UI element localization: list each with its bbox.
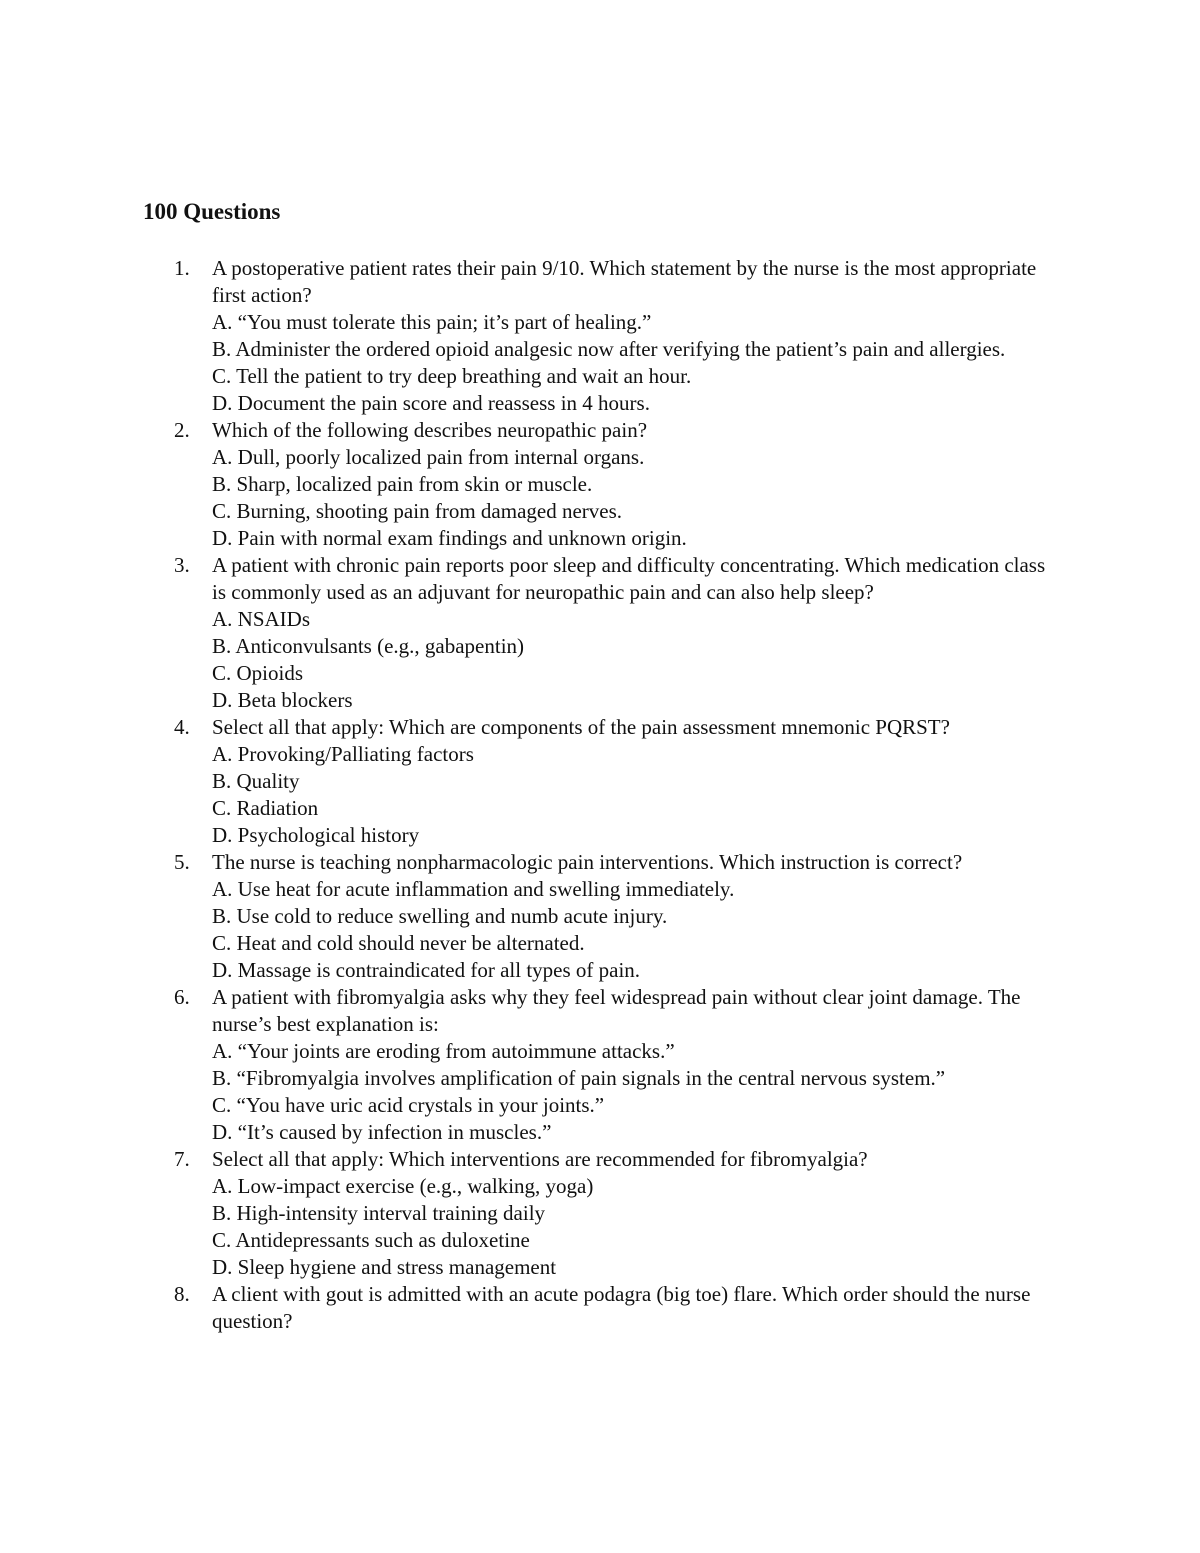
answer-option-d: D. Sleep hygiene and stress management: [212, 1255, 557, 1279]
question-item-5: [0, 849, 1200, 984]
question-text: Which of the following describes neuropathic pain?: [212, 418, 648, 442]
answer-option-b: B. Quality: [212, 769, 300, 793]
question-number: 4.: [174, 715, 190, 739]
answer-option-d: D. “It’s caused by infection in muscles.”: [212, 1120, 552, 1144]
question-number: 7.: [174, 1147, 190, 1171]
answer-option-a: A. Use heat for acute inflammation and swelling immediately.: [212, 877, 735, 901]
answer-option-b: B. Administer the ordered opioid analgesic now after verifying the patient’s pain and allergies.: [212, 337, 1006, 361]
question-text: A patient with fibromyalgia asks why they feel widespread pain without clear joint damage. The nurse’s best explanation is:: [212, 985, 1021, 1036]
answer-option-a: A. Provoking/Palliating factors: [212, 742, 474, 766]
question-item-8: [0, 1281, 1200, 1335]
question-list: [0, 255, 1200, 1335]
question-item-7: [0, 1146, 1200, 1281]
question-item-6: [0, 984, 1200, 1146]
question-text: Select all that apply: Which interventions are recommended for fibromyalgia?: [212, 1147, 868, 1171]
answer-option-d: D. Psychological history: [212, 823, 420, 847]
answer-option-b: B. Sharp, localized pain from skin or muscle.: [212, 472, 593, 496]
question-item-4: [0, 714, 1200, 849]
answer-option-b: B. High-intensity interval training daily: [212, 1201, 546, 1225]
question-number: 3.: [174, 553, 190, 577]
question-text: A client with gout is admitted with an acute podagra (big toe) flare. Which order should the nurse question?: [212, 1282, 1031, 1333]
answer-option-c: C. Radiation: [212, 796, 319, 820]
answer-option-c: C. Opioids: [212, 661, 304, 685]
answer-option-d: D. Beta blockers: [212, 688, 353, 712]
answer-option-c: C. “You have uric acid crystals in your joints.”: [212, 1093, 605, 1117]
answer-option-b: B. “Fibromyalgia involves amplification of pain signals in the central nervous system.”: [212, 1066, 946, 1090]
answer-option-a: A. NSAIDs: [212, 607, 311, 631]
answer-option-a: A. Low-impact exercise (e.g., walking, yoga): [212, 1174, 594, 1198]
question-text: A patient with chronic pain reports poor sleep and difficulty concentrating. Which medication class is commonly used as an adjuvant for neuropathic pain and can also help sleep?: [212, 553, 1046, 604]
question-number: 2.: [174, 418, 190, 442]
answer-option-a: A. “Your joints are eroding from autoimmune attacks.”: [212, 1039, 675, 1063]
answer-option-c: C. Antidepressants such as duloxetine: [212, 1228, 530, 1252]
answer-option-b: B. Anticonvulsants (e.g., gabapentin): [212, 634, 525, 658]
answer-option-d: D. Document the pain score and reassess in 4 hours.: [212, 391, 650, 415]
answer-option-c: C. Burning, shooting pain from damaged nerves.: [212, 499, 623, 523]
answer-option-d: D. Pain with normal exam findings and unknown origin.: [212, 526, 687, 550]
document-title: 100 Questions: [143, 199, 281, 224]
question-item-1: [0, 255, 1200, 417]
question-text: Select all that apply: Which are components of the pain assessment mnemonic PQRST?: [212, 715, 950, 739]
answer-option-c: C. Tell the patient to try deep breathing and wait an hour.: [212, 364, 692, 388]
question-number: 1.: [174, 256, 190, 280]
question-number: 5.: [174, 850, 190, 874]
question-text: A postoperative patient rates their pain 9/10. Which statement by the nurse is the most appropriate first action?: [212, 256, 1037, 307]
answer-option-c: C. Heat and cold should never be alternated.: [212, 931, 585, 955]
question-number: 8.: [174, 1282, 190, 1306]
question-item-3: [0, 552, 1200, 714]
question-number: 6.: [174, 985, 190, 1009]
question-item-2: [0, 417, 1200, 552]
answer-option-a: A. Dull, poorly localized pain from internal organs.: [212, 445, 645, 469]
answer-option-d: D. Massage is contraindicated for all types of pain.: [212, 958, 641, 982]
answer-option-b: B. Use cold to reduce swelling and numb acute injury.: [212, 904, 668, 928]
question-text: The nurse is teaching nonpharmacologic pain interventions. Which instruction is correct?: [212, 850, 963, 874]
answer-option-a: A. “You must tolerate this pain; it’s part of healing.”: [212, 310, 652, 334]
